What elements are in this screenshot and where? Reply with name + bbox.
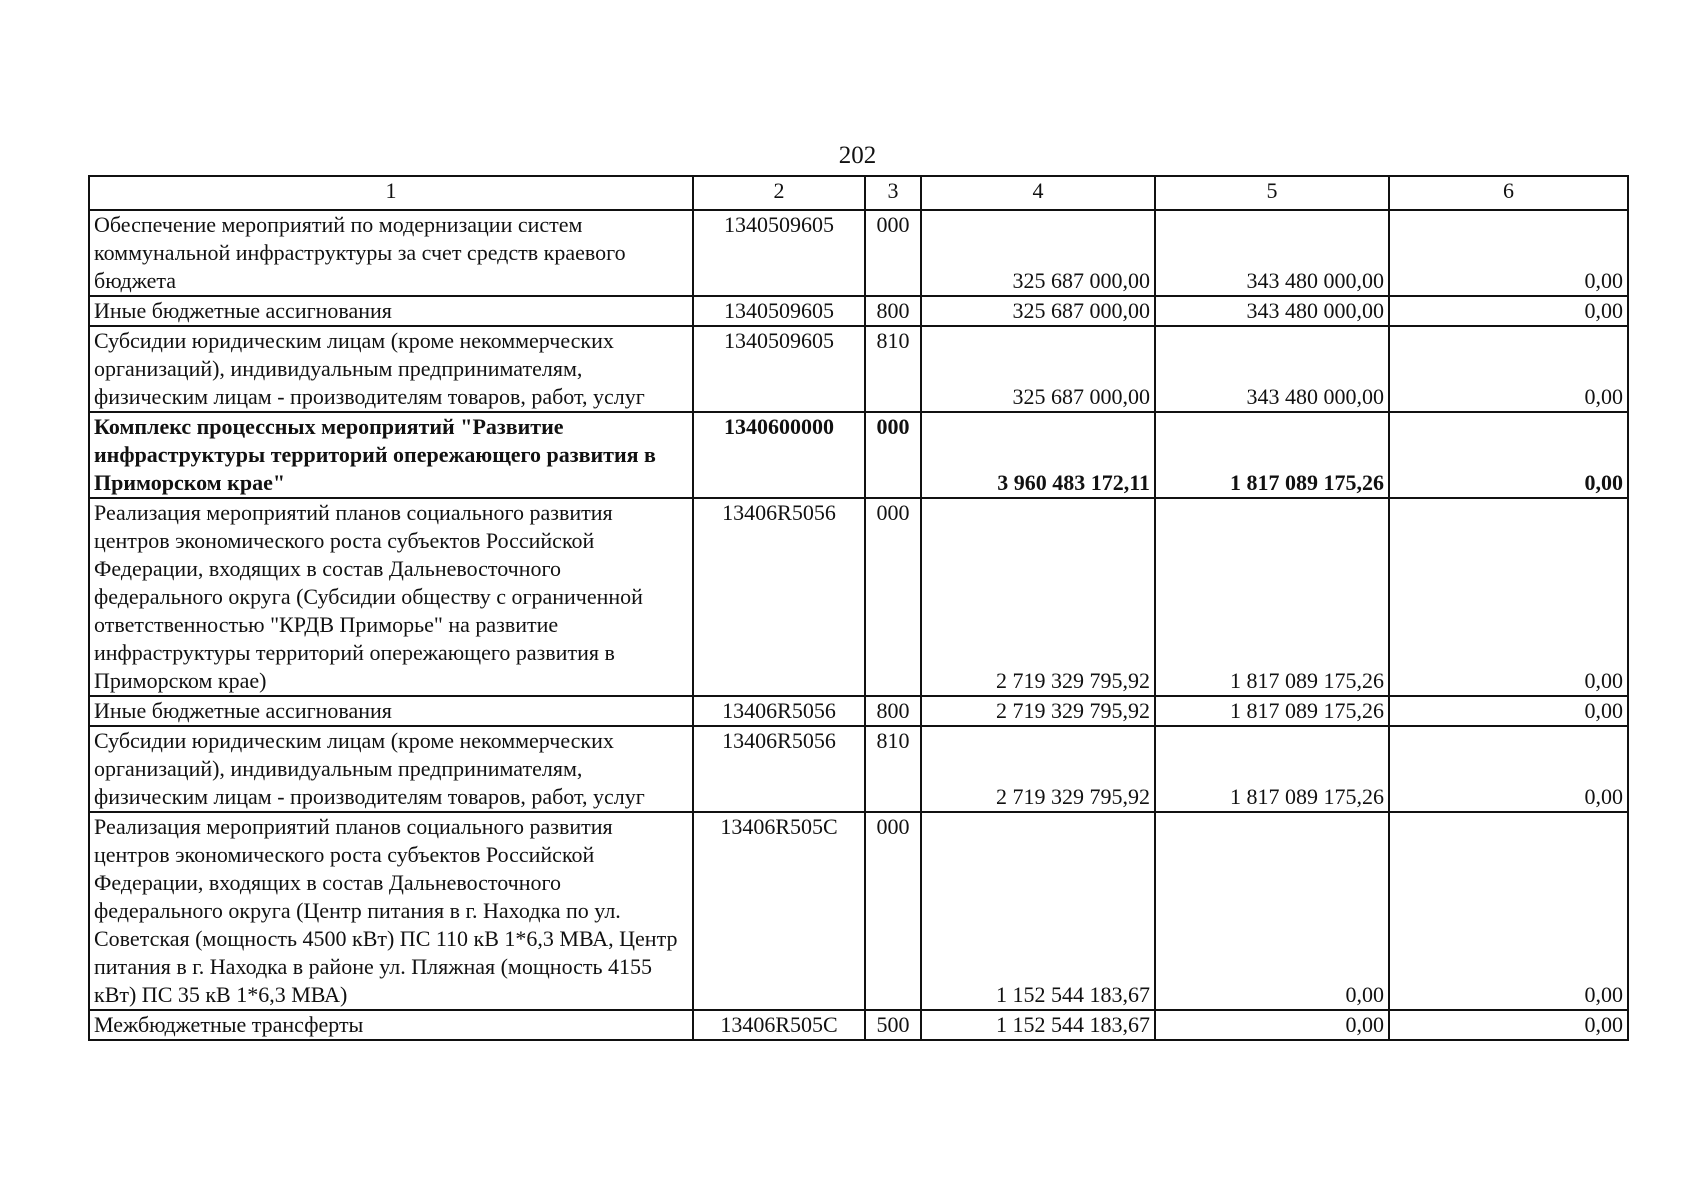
table-header-row — [89, 176, 1628, 210]
row-amount-col6: 0,00 — [1389, 696, 1628, 726]
table-row — [89, 210, 1628, 296]
row-amount-col6: 0,00 — [1389, 326, 1628, 412]
table-row — [89, 498, 1628, 696]
row-type: 810 — [865, 726, 921, 812]
row-code: 13406R505C — [693, 1010, 865, 1040]
row-code: 13406R5056 — [693, 726, 865, 812]
row-amount-col5: 0,00 — [1155, 812, 1389, 1010]
row-code: 1340600000 — [693, 412, 865, 498]
table-row — [89, 1010, 1628, 1040]
column-header: 3 — [865, 176, 921, 210]
table-row — [89, 412, 1628, 498]
row-name: Иные бюджетные ассигнования — [89, 696, 693, 726]
row-amount-col6: 0,00 — [1389, 210, 1628, 296]
row-type: 000 — [865, 210, 921, 296]
row-name: Реализация мероприятий планов социального развития центров экономического роста субъектов Российской Федерации, входящих в состав Дальневосточного федерального округа (Субсидии обществу с ограниченной ответственностью "КРДВ Приморье" на развитие инфраструктуры территорий опережающего развития в Приморском крае) — [89, 498, 693, 696]
table-row — [89, 696, 1628, 726]
row-code: 1340509605 — [693, 296, 865, 326]
row-amount-col6: 0,00 — [1389, 412, 1628, 498]
row-name: Обеспечение мероприятий по модернизации систем коммунальной инфраструктуры за счет средств краевого бюджета — [89, 210, 693, 296]
row-amount-col5: 343 480 000,00 — [1155, 326, 1389, 412]
page-number: 202 — [838, 142, 877, 169]
row-type: 810 — [865, 326, 921, 412]
row-amount-col4: 325 687 000,00 — [921, 326, 1155, 412]
row-type: 000 — [865, 812, 921, 1010]
column-header: 1 — [89, 176, 693, 210]
row-name: Субсидии юридическим лицам (кроме некоммерческих организаций), индивидуальным предпринимателям, физическим лицам - производителям товаров, работ, услуг — [89, 726, 693, 812]
row-amount-col4: 2 719 329 795,92 — [921, 696, 1155, 726]
row-type: 800 — [865, 296, 921, 326]
column-header: 2 — [693, 176, 865, 210]
row-amount-col5: 343 480 000,00 — [1155, 296, 1389, 326]
row-amount-col4: 1 152 544 183,67 — [921, 812, 1155, 1010]
row-code: 1340509605 — [693, 326, 865, 412]
table-row — [89, 296, 1628, 326]
budget-table — [88, 175, 1629, 1041]
row-code: 1340509605 — [693, 210, 865, 296]
row-amount-col6: 0,00 — [1389, 812, 1628, 1010]
row-name: Субсидии юридическим лицам (кроме некоммерческих организаций), индивидуальным предпринимателям, физическим лицам - производителям товаров, работ, услуг — [89, 326, 693, 412]
column-header: 4 — [921, 176, 1155, 210]
row-type: 800 — [865, 696, 921, 726]
row-amount-col5: 1 817 089 175,26 — [1155, 726, 1389, 812]
row-amount-col4: 2 719 329 795,92 — [921, 726, 1155, 812]
table-row — [89, 326, 1628, 412]
table-row — [89, 726, 1628, 812]
row-amount-col5: 1 817 089 175,26 — [1155, 498, 1389, 696]
row-amount-col4: 3 960 483 172,11 — [921, 412, 1155, 498]
column-header: 6 — [1389, 176, 1628, 210]
row-code: 13406R505C — [693, 812, 865, 1010]
row-amount-col4: 325 687 000,00 — [921, 210, 1155, 296]
row-amount-col4: 325 687 000,00 — [921, 296, 1155, 326]
row-name: Межбюджетные трансферты — [89, 1010, 693, 1040]
row-amount-col5: 1 817 089 175,26 — [1155, 412, 1389, 498]
row-amount-col6: 0,00 — [1389, 726, 1628, 812]
row-amount-col4: 1 152 544 183,67 — [921, 1010, 1155, 1040]
row-type: 000 — [865, 412, 921, 498]
row-amount-col4: 2 719 329 795,92 — [921, 498, 1155, 696]
row-amount-col6: 0,00 — [1389, 498, 1628, 696]
row-name: Реализация мероприятий планов социального развития центров экономического роста субъектов Российской Федерации, входящих в состав Дальневосточного федерального округа (Центр питания в г. Находка по ул. Советская (мощность 4500 кВт) ПС 110 кВ 1*6,3 МВА, Центр питания в г. Находка в районе ул. Пляжная (мощность 4155 кВт) ПС 35 кВ 1*6,3 МВА) — [89, 812, 693, 1010]
row-amount-col6: 0,00 — [1389, 296, 1628, 326]
row-code: 13406R5056 — [693, 696, 865, 726]
row-type: 000 — [865, 498, 921, 696]
row-amount-col5: 343 480 000,00 — [1155, 210, 1389, 296]
row-name: Иные бюджетные ассигнования — [89, 296, 693, 326]
row-name: Комплекс процессных мероприятий "Развитие инфраструктуры территорий опережающего развития в Приморском крае" — [89, 412, 693, 498]
table-row — [89, 812, 1628, 1010]
row-amount-col6: 0,00 — [1389, 1010, 1628, 1040]
row-amount-col5: 1 817 089 175,26 — [1155, 696, 1389, 726]
row-code: 13406R5056 — [693, 498, 865, 696]
row-type: 500 — [865, 1010, 921, 1040]
column-header: 5 — [1155, 176, 1389, 210]
row-amount-col5: 0,00 — [1155, 1010, 1389, 1040]
